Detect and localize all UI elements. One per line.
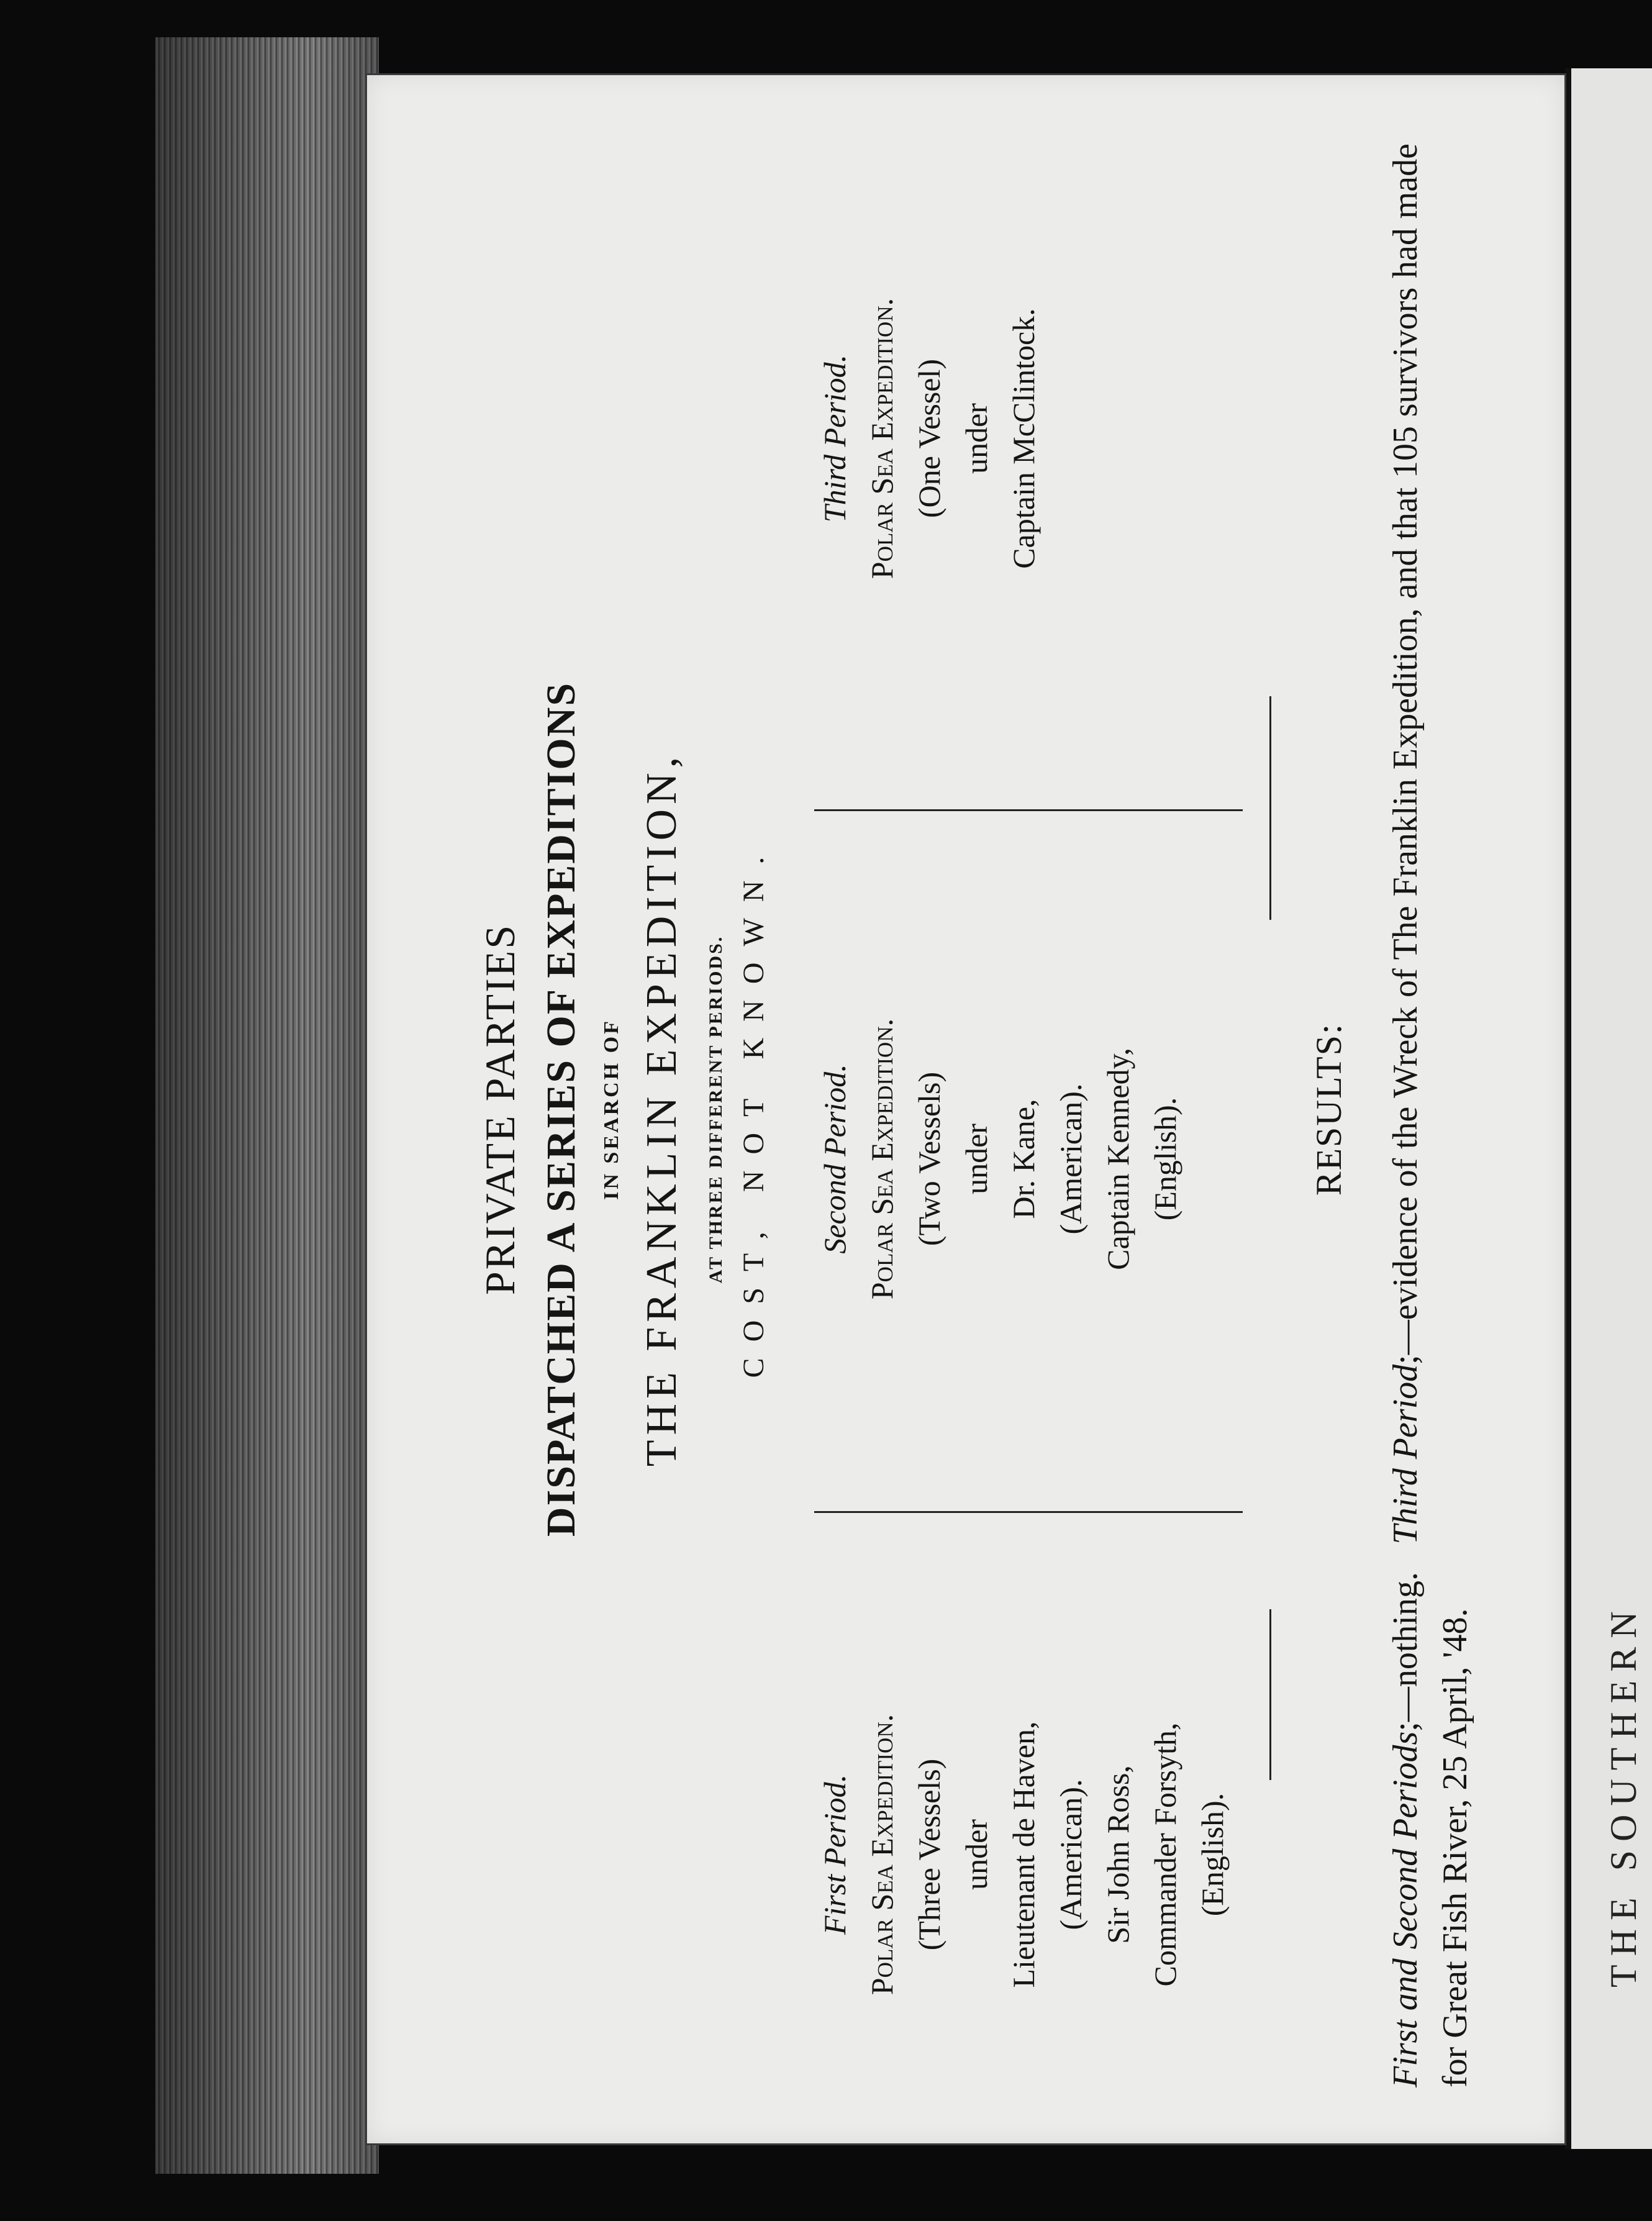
column-divider [814,809,1243,811]
results-paragraph [1381,143,1480,2087]
heading-franklin-expedition: THE FRANKLIN EXPEDITION, [638,752,686,1467]
column-second-period [811,942,1189,1376]
book-edge-shadow [155,37,379,2174]
rotated-page-content [367,75,1564,2143]
vessel-count: (Three Vessels) [912,1758,946,1951]
expedition-name: Polar Sea Expedition. [865,1714,899,1996]
nationality: (American). [1053,1083,1088,1235]
nationality: (English). [1148,1097,1182,1221]
results-rule [1269,1609,1271,1780]
document-page [365,73,1566,2145]
results-first-second-label: First and Second Periods [1386,1731,1425,2087]
under-text: under [959,1124,994,1194]
commander-name: Captain McClintock. [1006,308,1041,569]
column-first-period [811,1637,1236,2072]
heading-series-of-expeditions: DISPATCHED A SERIES OF EXPEDITIONS [538,681,584,1537]
commander-name: Captain Kennedy, [1101,1048,1135,1270]
commander-name: Lieutenant de Haven, [1006,1721,1041,1988]
heading-cost-not-known: COST, NOT KNOWN. [737,840,770,1378]
results-third-label: Third Period [1386,1364,1425,1545]
commander-name: Commander Forsyth, [1148,1722,1182,1987]
vessel-count: (Two Vessels) [912,1071,946,1247]
period-title: Third Period. [817,354,852,523]
nationality: (English). [1195,1792,1230,1917]
heading-private-parties: PRIVATE PARTIES [476,923,524,1296]
under-text: under [959,1819,994,1890]
under-text: under [959,403,994,474]
period-title: Second Period. [817,1064,852,1254]
period-title: First Period. [817,1774,852,1935]
nationality: (American). [1053,1779,1088,1930]
results-first-second-text: ;—nothing. [1386,1572,1425,1732]
results-heading: RESULTS: [1309,1022,1349,1196]
vessel-count: (One Vessel) [912,359,946,518]
commander-name: Dr. Kane, [1006,1099,1041,1219]
column-third-period [811,221,1047,656]
expedition-name: Polar Sea Expedition. [865,297,899,579]
facing-page-text [1602,1801,1652,1987]
results-rule [1269,696,1271,920]
commander-name: Sir John Ross, [1101,1765,1135,1944]
heading-in-search-of: IN SEARCH OF [600,1019,623,1200]
results-third-text: ;—evidence of the Wreck of The Franklin Expedition, and that 105 survivors had made for Great Fish River, 25 April, '48. [1386,143,1474,2087]
expedition-name: Polar Sea Expedition. [865,1018,899,1300]
heading-three-periods: AT THREE DIFFERENT PERIODS. [706,935,726,1284]
column-divider [814,1511,1243,1513]
